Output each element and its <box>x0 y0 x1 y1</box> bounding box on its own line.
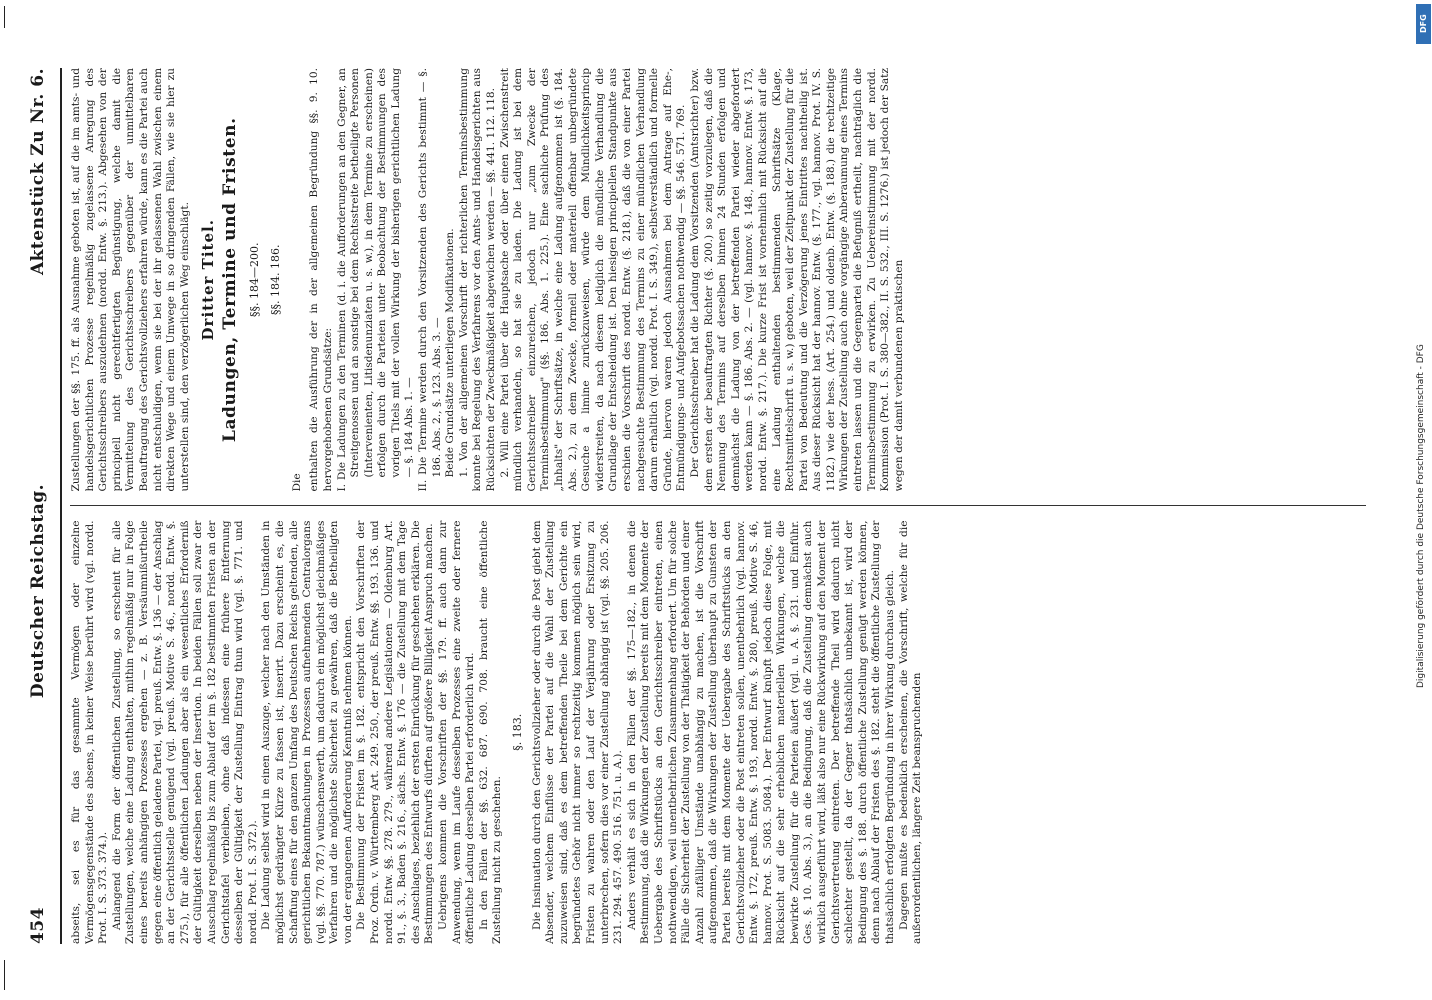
title-section-range: §§. 184—200. <box>247 242 261 317</box>
page-header <box>28 68 62 944</box>
paragraph-lead-word: Die <box>290 473 303 492</box>
paragraph: Die Bestimmung der Fristen im §. 182. entspricht den Vorschriften der Proz. Ordn. v. Württemberg Art. 249. 250., der preuß. Entw. §§. 193. 136. und nordd. Entw. §§. 278. 279., während andere Legislationen — Oldenburg Art. 91., §. 3., Baden §. 216., sächs. Entw. §. 176 — die Zustellung mit dem Tage des Anschlages, beziehlich der ersten Einrückung für geschehen erklären. Die Bestimmungen des Entwurfs dürften auf größere Billigkeit Anspruch machen. <box>355 520 436 944</box>
paragraph: Der Gerichtsschreiber hat die Ladung dem Vorsitzenden (Amtsrichter) bzw. dem ersten der beauftragten Richter (§. 200.) so zeitig vorzulegen, daß die Nennung des Termins auf derselben binnen 24 Stunden erfolgen und demnächst die Ladung von der betreffenden Partei wieder abgefordert werden kann — §. 186. Abs. 2. — (vgl. hannov. §. 148., hannov. Entw. §. 173, nordd. Entw. §. 217.). Die kurze Frist ist vornehmlich mit Rücksicht auf die eine Ladung enthaltenden bestimmenden Schriftsätze (Klage, Rechtsmittelschrift u. s. w.) geboten, weil der Zeitpunkt der Zustellung für die Partei von Bedeutung und die Verzögerung jenes Eintrittes nachtheilig ist. Aus dieser Rücksicht hat der hannov. Entw. (§. 177., vgl. hannov. Prot. IV. S. 1182.) wie der hess. (Art. 254.) und oldenb. Entw. (§. 188.) die rechtzeitige Wirkungen der Zustellung auch ohne vorgängige Anberaumung eines Termins eintreten lassen und die Gegenpartei die Befugniß ertheilt, nachträglich die Terminsbestimmung zu erwirken. Zu Uebereinstimmung mit der nordd. Kommission (Prot. I. S. 380—382., II. S. 532., III. S. 1276.) ist jedoch der Satz wegen der damit verbundenen praktischen <box>688 68 905 492</box>
paragraph: Die Insinuation durch den Gerichtsvollzieher oder durch die Post giebt dem Absender, welchem Einflüsse der Partei auf die Wahl der Zustellung zuzuweisen sind, daß es dem betreffenden Theile bei dem Gerichte ein begründetes Gehör nicht immer so rechtzeitig kommen möglich sein wird, Fristen zu wahren oder den Lauf der Verjährung oder Ersitzung zu unterbrechen, sofern dies vor einer Zustellung abhängig ist (vgl. §§. 205. 206. 231. 294. 457. 490. 516. 751. u. A.). <box>530 520 625 944</box>
paragraph: Dagegen mußte es bedenklich erscheinen, die Vorschrift, welche für die außerordentlichen, längere Zeit beanspruchenden <box>897 520 924 944</box>
title-block <box>199 68 283 492</box>
paragraph: Anders verhält es sich in den Fällen der §§. 175—182., in denen die Bestimmung, daß die Wirkungen der Zustellung bereits mit dem Momente der Uebergabe des Schriftstücks an den Gerichtsschreiber eintreten, einen nothwendigen, weil unentbehrlichen Zusammenhang erfordert. Um für solche Fälle die Sicherheit der Zustellung von der Thätigkeit der Behörden und einer Anzahl zufälliger Umstände unabhängig zu machen, ist die Vorschrift aufgenommen, daß die Wirkungen der Zustellung überhaupt zu Gunsten der Partei bereits mit dem Momente der Uebergabe des Schriftstücks an den Gerichtsvollzieher oder die Post eintreten sollen, unentbehrlich (vgl. hannov. Entw. §. 172, preuß. Entw. §. 193, nordd. Entw. §. 280, preuß. Motive S. 46, hannov. Prot. S. 5083. 5084.). Der Entwurf knüpft jedoch diese Folge, mit Rücksicht auf die sehr erheblichen materiellen Wirkungen, welche die bewirkte Zustellung für die Parteien äußert (vgl. u. A. §. 231. und Einführ. Ges. §. 10. Abs. 3.), an die Bedingung, daß die Zustellung demnächst auch wirklich ausgeführt wird, läßt also nur eine Rückwirkung auf den Moment der Gerichtsvertretung eintreten. Der betreffende Theil wird dadurch nicht schlechter gestellt, da der Gegner thatsächlich unbekannt ist, wird der Bedingung des §. 188. durch öffentliche Zustellung genügt werden können, denn nach Ablauf der Fristen des §. 182. steht die öffentliche Zustellung der thatsächlich erfolgten Begründung in ihrer Wirkung durchaus gleich. <box>625 520 897 944</box>
paragraph: 2. Will eine Partei über die Hauptsache oder über einen Zwischenstreit mündlich verhandeln, so hat sie zu laden. Die Ladung ist bei dem Gerichtsschreiber einzureichen, jedoch nur „zum Zwecke der Terminsbestimmung" (§§. 186. Abs. 1. 225.). Eine sachliche Prüfung des „Inhalts" der Schriftsätze, in welche eine Ladung aufgenommen ist (§. 184. Abs. 2.), zu dem Zwecke, formell oder materiell offenbar unbegründete Gesuche a limine zurückzuweisen, würde dem Mündlichkeitsprincip widerstreiten, da nach diesem lediglich die mündliche Verhandlung die Grundlage der Entscheidung ist. Den hiesigen principiellen Standpunkte aus erschien die Vorschrift des nordd. Entw. (§. 218.), daß die von einer Partei nachgesuchte Bestimmung des Termins zu einer mündlichen Verhandlung darum erhaltlich (vgl. nordd. Prot. I. S. 349.), selbstverständlich und formelle Gründe, hiervon waren jedoch Ausnahmen bei dem Antrage auf Ehe-, Entmündigungs- und Aufgebotssachen nothwendig — §§. 546. 571. 769. <box>498 68 688 492</box>
scan-edge-mark <box>4 960 5 990</box>
scan-edge-mark <box>4 6 5 28</box>
issue-reference: Aktenstück Zu Nr. 6. <box>28 68 48 276</box>
title-heading: Dritter Titel. <box>199 219 218 341</box>
paragraph: Zustellungen der §§. 175. ff. als Ausnahme geboten ist, auf die im amts- und handelsgerichtlichen Prozesse regelmäßig zugelassene Anregung des Gerichtsschreibers auszudehnen (nordd. Entw. §. 213.). Abgesehen von der principiell nicht gerechtfertigten Begünstigung, welche damit die Vermittelung des Gerichtsschreibers gegenüber der unmittelbaren Beauftragung des Gerichtsvollziehers erfahren würde, kann es die Partei auch nicht entschuldigen, wenn sie bei der ihr gelassenen Wahl zwischen einem direkten Wege und einem Umwege in so dringenden Fällen, wie sie hier zu unterstellen sind, den verzögerlichen Weg einschlägt. <box>70 68 191 492</box>
section-heading: §. 183. <box>511 713 524 751</box>
paragraph: enthalten die Ausführung der in der allgemeinen Begründung §§. 9. 10. hervorgehobenen Grundsätze: <box>308 68 334 492</box>
paragraph: Uebrigens kommen die Vorschriften der §§. 179. ff. auch dann zur Anwendung, wenn im Laufe desselben Prozesses eine zweite oder fernere öffentliche Ladung derselben Partei erforderlich wird. <box>437 520 477 944</box>
paragraph: abseits, sei es für das gesammte Vermögen oder einzelne Vermögensgegenstände des absens, in keiner Weise berührt wird (vgl. nordd. Prot. I. S. 373. 374.). <box>70 520 110 944</box>
digitization-strip <box>1414 0 1432 1000</box>
list-item: I. Die Ladungen zu den Terminen (d. i. die Aufforderungen an den Gegner, an Streitgenossen und an sonstige bei dem Rechtsstreite betheiligte Personen (Intervenienten, Litisdenunziaten u. s. w.), in dem Termine zu erscheinen) erfolgen durch die Parteien unter Beobachtung der Bestimmungen des vorigen Titels mit der vollen Wirkung der bisherigen gerichtlichen Ladung — §. 184 Abs. 1. — <box>335 68 416 492</box>
right-column <box>70 68 1366 492</box>
text-columns <box>70 68 1366 944</box>
digitization-note: Digitalisierung gefördert durch die Deutsche Forschungsgemeinschaft - DFG <box>1416 344 1426 688</box>
left-column <box>70 521 1366 945</box>
list-item: II. Die Termine werden durch den Vorsitzenden des Gerichts bestimmt — §. 186. Abs. 2., §. 123. Abs. 3. — <box>417 68 443 492</box>
running-title: Deutscher Reichstag. <box>28 483 48 699</box>
paragraph: Die Ladung selbst wird in einen Auszuge, welcher nach den Umständen in möglichst gedrängter Kürze zu fassen ist, inserirt. Dazu erscheint es, die Schaffung eines für den ganzen Umfang des Deutschen Reichs geltenden, alle gerichtlichen Bekanntmachungen in Prozessen aufnehmenden Centralorgans (vgl. §§. 770. 787.) wünschenswerth, um dadurch ein möglichst gleichmäßiges Verfahren und die möglichste Sicherheit zu gewähren, daß die Betheiligten von der ergangenen Aufforderung Kenntniß nehmen können. <box>260 520 354 944</box>
paragraph: In den Fällen der §§. 632. 687. 690. 708. braucht eine öffentliche Zustellung nicht zu geschehen. <box>477 520 504 944</box>
paragraph: 1. Von der allgemeinen Vorschrift der richterlichen Terminsbestimmung konnte bei Regelung des Verfahrens vor den Amts- und Handelsgerichten aus Rücksichten der Zweckmäßigkeit abgewichen werden — §§. 441. 112. 118. <box>457 68 498 492</box>
column-divider <box>70 506 1366 507</box>
section-reference: §§. 184. 186. <box>269 244 283 315</box>
dfg-logo-badge: DFG <box>1416 4 1431 44</box>
page-number: 454 <box>28 907 48 944</box>
paragraph: Beide Grundsätze unterliegen Modifikationen. <box>444 228 457 478</box>
title-subheading: Ladungen, Termine und Fristen. <box>219 117 240 443</box>
paragraph: Anlangend die Form der öffentlichen Zustellung, so erscheint für alle Zustellungen, welche eine Ladung enthalten, mithin regelmäßig nur in Folge eines bereits anhängigen Prozesses ergehen — z. B. Versäumnißurtheile gegen eine öffentlich geladene Partei, vgl. preuß. Entw. §. 136 — der Anschlag an der Gerichtsstelle genügend (vgl. preuß. Motive S. 46., nordd. Entw. §. 275.), für alle öffentlichen Ladungen aber als ein wesentliches Erforderniß der Gültigkeit derselben neben der Insertion. In beiden Fällen soll zwar der Ausschlag regelmäßig bis zum Ablauf der im §. 182 bestimmten Fristen an der Gerichtstafel verbleiben, ohne daß indessen eine frühere Entfernung desselben der Gültigkeit der Zustellung Eintrag thun wird (vgl. §. 771. und nordd. Prot. I. S. 372.). <box>110 520 259 944</box>
